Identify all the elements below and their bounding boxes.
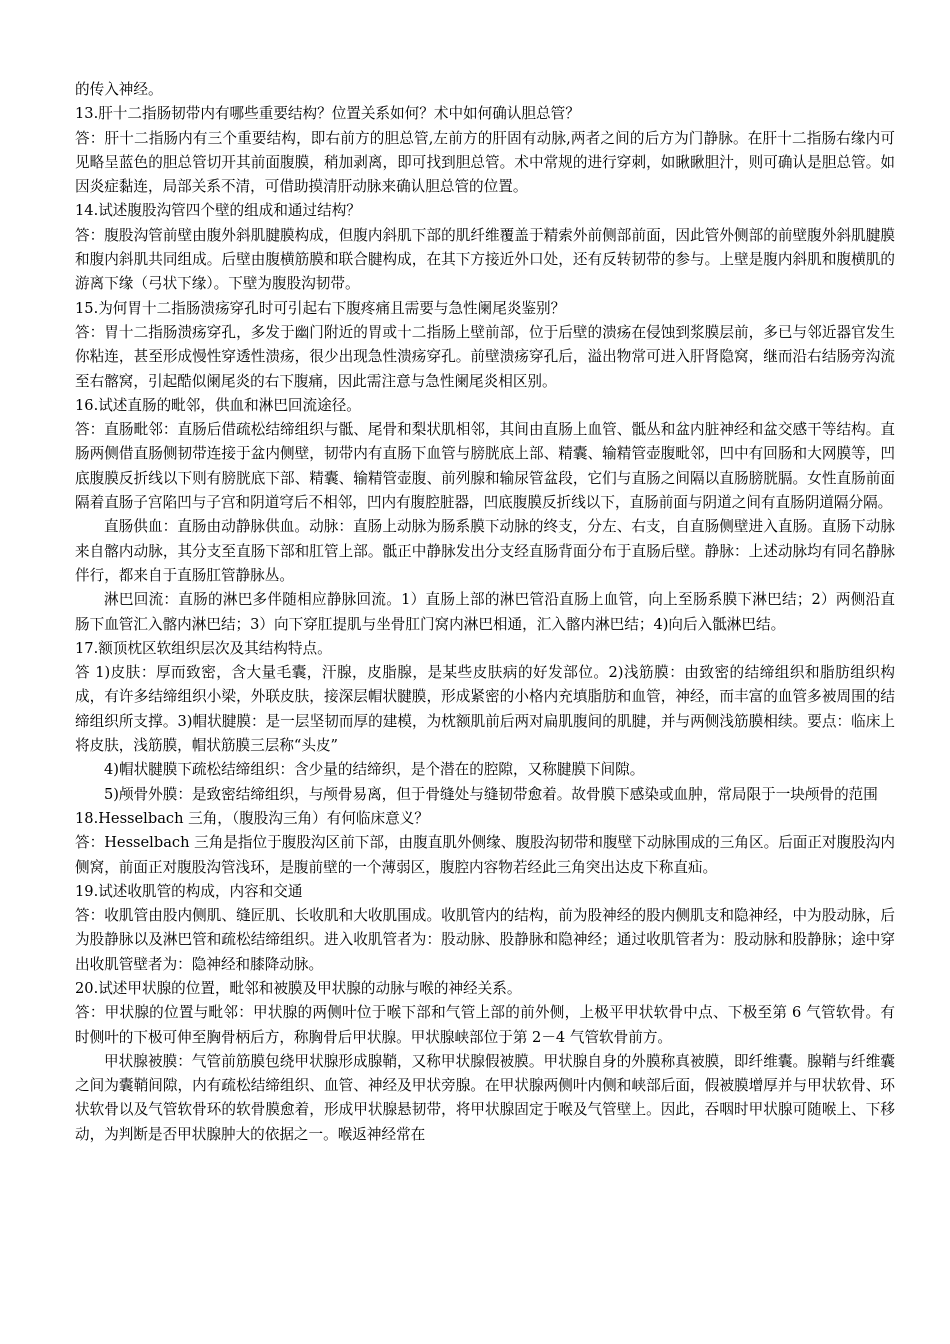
text-paragraph: 的传入神经。: [75, 81, 163, 98]
question-heading: 20.试述甲状腺的位置，毗邻和被膜及甲状腺的动脉与喉的神经关系。: [75, 979, 522, 997]
answer-subparagraph: 4)帽状腱膜下疏松结缔组织：含少量的结缔织，是个潜在的腔隙，又称腱膜下间隙。: [104, 761, 645, 779]
question-heading: 13.肝十二指肠韧带内有哪些重要结构？位置关系如何？术中如何确认胆总管？: [75, 105, 580, 123]
answer-paragraph: 答：腹股沟管前壁由腹外斜肌腱膜构成，但腹内斜肌下部的肌纤维覆盖于精索外前侧部前面，因此管外侧部的前壁腹外斜肌腱膜和腹内斜肌共同组成。后壁由腹横筋膜和联合腱构成，在其下方接近外口处，还有反转韧带的参与。上壁是腹内斜肌和腹横肌的游离下缘（弓状下缘）。下壁为腹股沟韧带。: [75, 226, 895, 293]
answer-subparagraph: 淋巴回流：直肠的淋巴多伴随相应静脉回流。1）直肠上部的淋巴管沿直肠上血管，向上至肠系膜下淋巴结；2）两侧沿直肠下血管汇入髂内淋巴结；3）向下穿肛提肌与坐骨肛门窝内淋巴相通，汇入髂内淋巴结；4)向后入骶淋巴结。: [75, 591, 895, 633]
question-heading: 18.Hesselbach 三角，（腹股沟三角）有何临床意义？: [75, 809, 429, 827]
answer-paragraph: 答：收肌管由股内侧肌、缝匠肌、长收肌和大收肌围成。收肌管内的结构，前为股神经的股内侧肌支和隐神经，中为股动脉，后为股静脉以及淋巴管和疏松结缔组织。进入收肌管者为：股动脉、股静脉和隐神经；通过收肌管者为：股动脉和股静脉；途中穿出收肌管壁者为：隐神经和膝降动脉。: [75, 907, 895, 973]
answer-paragraph: 答：肝十二指肠内有三个重要结构，即右前方的胆总管,左前方的肝固有动脉,两者之间的后方为门静脉。在肝十二指肠右缘内可见略呈蓝色的胆总管切开其前面腹膜，稍加剥离，即可找到胆总管。术中常规的进行穿刺，如瞅瞅胆汁，则可确认是胆总管。如因炎症黏连，局部关系不清，可借助摸清肝动脉来确认胆总管的位置。: [75, 129, 895, 196]
question-heading: 16.试述直肠的毗邻，供血和淋巴回流途径。: [75, 396, 361, 414]
question-heading: 15.为何胃十二指肠溃疡穿孔时可引起右下腹疼痛且需要与急性阑尾炎鉴别？: [75, 299, 566, 317]
answer-subparagraph: 甲状腺被膜：气管前筋膜包绕甲状腺形成腺鞘，又称甲状腺假被膜。甲状腺自身的外膜称真被膜，即纤维囊。腺鞘与纤维囊之间为囊鞘间隙，内有疏松结缔组织、血管、神经及甲状旁腺。在甲状腺两侧叶内侧和峡部后面，假被膜增厚并与甲状软骨、环状软骨以及气管软骨环的软骨膜愈着，形成甲状腺悬韧带，将甲状腺固定于喉及气管壁上。因此，吞咽时甲状腺可随喉上、下移动，为判断是否甲状腺肿大的依据之一。喉返神经常在: [75, 1052, 895, 1143]
document-page: [75, 78, 895, 1147]
question-heading: 19.试述收肌管的构成，内容和交通: [75, 882, 303, 900]
answer-subparagraph: 直肠供血：直肠由动静脉供血。动脉：直肠上动脉为肠系膜下动脉的终支，分左、右支，自直肠侧壁进入直肠。直肠下动脉来自髂内动脉，其分支至直肠下部和肛管上部。骶正中静脉发出分支经直肠背面分布于直肠后壁。静脉：上述动脉均有同名静脉伴行，都来自于直肠肛管静脉丛。: [75, 518, 895, 584]
question-heading: 17.额顶枕区软组织层次及其结构特点。: [75, 639, 332, 657]
question-heading: 14.试述腹股沟管四个壁的组成和通过结构？: [75, 202, 361, 220]
answer-paragraph: 答：Hesselbach 三角是指位于腹股沟区前下部，由腹直肌外侧缘、腹股沟韧带和腹壁下动脉围成的三角区。后面正对腹股沟内侧窝，前面正对腹股沟管浅环，是腹前壁的一个薄弱区，腹腔内容物若经此三角突出达皮下称直疝。: [75, 834, 895, 876]
answer-paragraph: 答：胃十二指肠溃疡穿孔，多发于幽门附近的胃或十二指肠上壁前部，位于后壁的溃疡在侵蚀到浆膜层前，多已与邻近器官发生你粘连，甚至形成慢性穿透性溃疡，很少出现急性溃疡穿孔。前壁溃疡穿孔后，溢出物常可进入肝肾隐窝，继而沿右结肠旁沟流至右髂窝，引起酷似阑尾炎的右下腹痛，因此需注意与急性阑尾炎相区别。: [75, 323, 895, 390]
answer-paragraph: 答：甲状腺的位置与毗邻：甲状腺的两侧叶位于喉下部和气管上部的前外侧，上极平甲状软骨中点、下极至第 6 气管软骨。有时侧叶的下极可伸至胸骨柄后方，称胸骨后甲状腺。甲状腺峡部位于第 2－4 气管软骨前方。: [75, 1004, 895, 1046]
answer-paragraph: 答 1)皮肤：厚而致密，含大量毛囊，汗腺，皮脂腺，是某些皮肤病的好发部位。2)浅筋膜：由致密的结缔组织和脂肪组织构成，有许多结缔组织小梁，外联皮肤，接深层帽状腱膜，形成紧密的小格内充填脂肪和血管，神经，而丰富的血管多被周围的结缔组织所支撑。3)帽状腱膜：是一层坚韧而厚的建模，为枕额肌前后两对扁肌腹间的肌腱，并与两侧浅筋膜相续。要点：临床上将皮肤，浅筋膜，帽状筋膜三层称“头皮”: [75, 664, 895, 755]
answer-subparagraph: 5)颅骨外膜：是致密结缔组织，与颅骨易离，但于骨缝处与缝韧带愈着。故骨膜下感染或血肿，常局限于一块颅骨的范围: [104, 785, 878, 803]
answer-paragraph: 答：直肠毗邻：直肠后借疏松结缔组织与骶、尾骨和梨状肌相邻，其间由直肠上血管、骶丛和盆内脏神经和盆交感干等结构。直肠两侧借直肠侧韧带连接于盆内侧壁，韧带内有直肠下血管与膀胱底上部、精囊、输精管壶腹毗邻，凹中有回肠和大网膜等，凹底腹膜反折线以下则有膀胱底下部、精囊、输精管壶腹、前列腺和输尿管盆段，它们与直肠之间隔以直肠膀胱膈。女性直肠前面隔着直肠子宫陷凹与子宫和阴道穹后不相邻，凹内有腹腔脏器，凹底腹膜反折线以下，直肠前面与阴道之间有直肠阴道隔分隔。: [75, 421, 895, 512]
